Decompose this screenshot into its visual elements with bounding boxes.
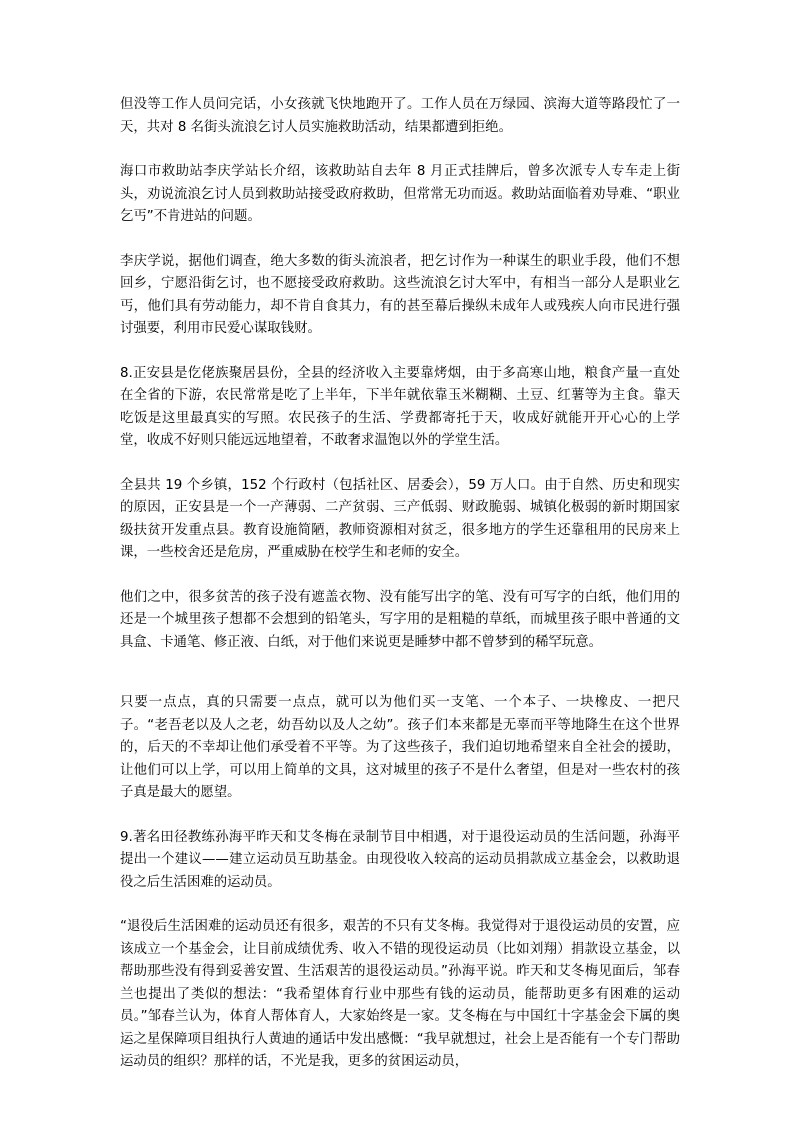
paragraph-5: 全县共 19 个乡镇，152 个行政村（包括社区、居委会），59 万人口。由于自然、历史和现实的原因，正安县是一个一产薄弱、二产贫弱、三产低弱、财政脆弱、城镇化极弱的新时期国家级扶贫开发重点县。教育设施简陋，教师资源相对贫乏，很多地方的学生还靠租用的民房来上课，一些校舍还是危房，严重威胁在校学生和老师的安全。 xyxy=(120,477,680,560)
paragraph-4: 8.正安县是仡佬族聚居县份，全县的经济收入主要靠烤烟，由于多高寒山地，粮食产量一直处在全省的下游，农民常常是吃了上半年，下半年就依靠玉米糊糊、土豆、红薯等为主食。靠天吃饭是这里最真实的写照。农民孩子的生活、学费都寄托于天，收成好就能开开心心的上学堂，收成不好则只能远远地望着，不敢奢求温饱以外的学堂生活。 xyxy=(120,365,680,448)
paragraph-7: 只要一点点，真的只需要一点点，就可以为他们买一支笔、一个本子、一块橡皮、一把尺子。“老吾老以及人之老，幼吾幼以及人之幼”。孩子们本来都是无辜而平等地降生在这个世界的，后天的不幸却让他们承受着不平等。为了这些孩子，我们迫切地希望来自全社会的援助，让他们可以上学，可以用上简单的文具，这对城里的孩子不是什么奢望，但是对一些农村的孩子真是最大的愿望。 xyxy=(120,695,680,800)
paragraph-1: 但没等工作人员问完话，小女孩就飞快地跑开了。工作人员在万绿园、滨海大道等路段忙了一天，共对 8 名街头流浪乞讨人员实施救助活动，结果都遭到拒绝。 xyxy=(120,97,680,135)
paragraph-6: 他们之中，很多贫苦的孩子没有遮盖衣物、没有能写出字的笔、没有可写字的白纸，他们用的还是一个城里孩子想都不会想到的铅笔头，写字用的是粗糙的草纸，而城里孩子眼中普通的文具盒、卡通笔、修正液、白纸，对于他们来说更是睡梦中都不曾梦到的稀罕玩意。 xyxy=(120,589,680,650)
paragraph-3: 李庆学说，据他们调查，绝大多数的街头流浪者，把乞讨作为一种谋生的职业手段，他们不想回乡，宁愿沿街乞讨，也不愿接受政府救助。这些流浪乞讨大军中，有相当一部分人是职业乞丐，他们具有劳动能力，却不肯自食其力，有的甚至幕后操纵未成年人或残疾人向市民进行强讨强要，利用市民爱心谋取钱财。 xyxy=(120,253,680,336)
document-page xyxy=(120,94,680,1096)
paragraph-9: “退役后生活困难的运动员还有很多，艰苦的不只有艾冬梅。我觉得对于退役运动员的安置，应该成立一个基金会，让目前成绩优秀、收入不错的现役运动员（比如刘翔）捐款设立基金，以帮助那些没有得到妥善安置、生活艰苦的退役运动员。”孙海平说。昨天和艾冬梅见面后，邹春兰也提出了类似的想法：“我希望体育行业中那些有钱的运动员，能帮助更多有困难的运动员。”邹春兰认为，体育人帮体育人，大家始终是一家。艾冬梅在与中国红十字基金会下属的奥运之星保障项目组执行人黄迪的通话中发出感慨：“我早就想过，社会上是否能有一个专门帮助运动员的组织？那样的话，不光是我，更多的贫困运动员， xyxy=(120,919,680,1069)
paragraph-2: 海口市救助站李庆学站长介绍，该救助站自去年 8 月正式挂牌后，曾多次派专人专车走上街头，劝说流浪乞讨人员到救助站接受政府救助，但常常无功而返。救助站面临着劝导难、“职业乞丐”不肯进站的问题。 xyxy=(120,164,680,224)
paragraph-8: 9.著名田径教练孙海平昨天和艾冬梅在录制节目中相遇，对于退役运动员的生活问题，孙海平提出一个建议——建立运动员互助基金。由现役收入较高的运动员捐款成立基金会，以救助退役之后生活困难的运动员。 xyxy=(120,829,680,890)
